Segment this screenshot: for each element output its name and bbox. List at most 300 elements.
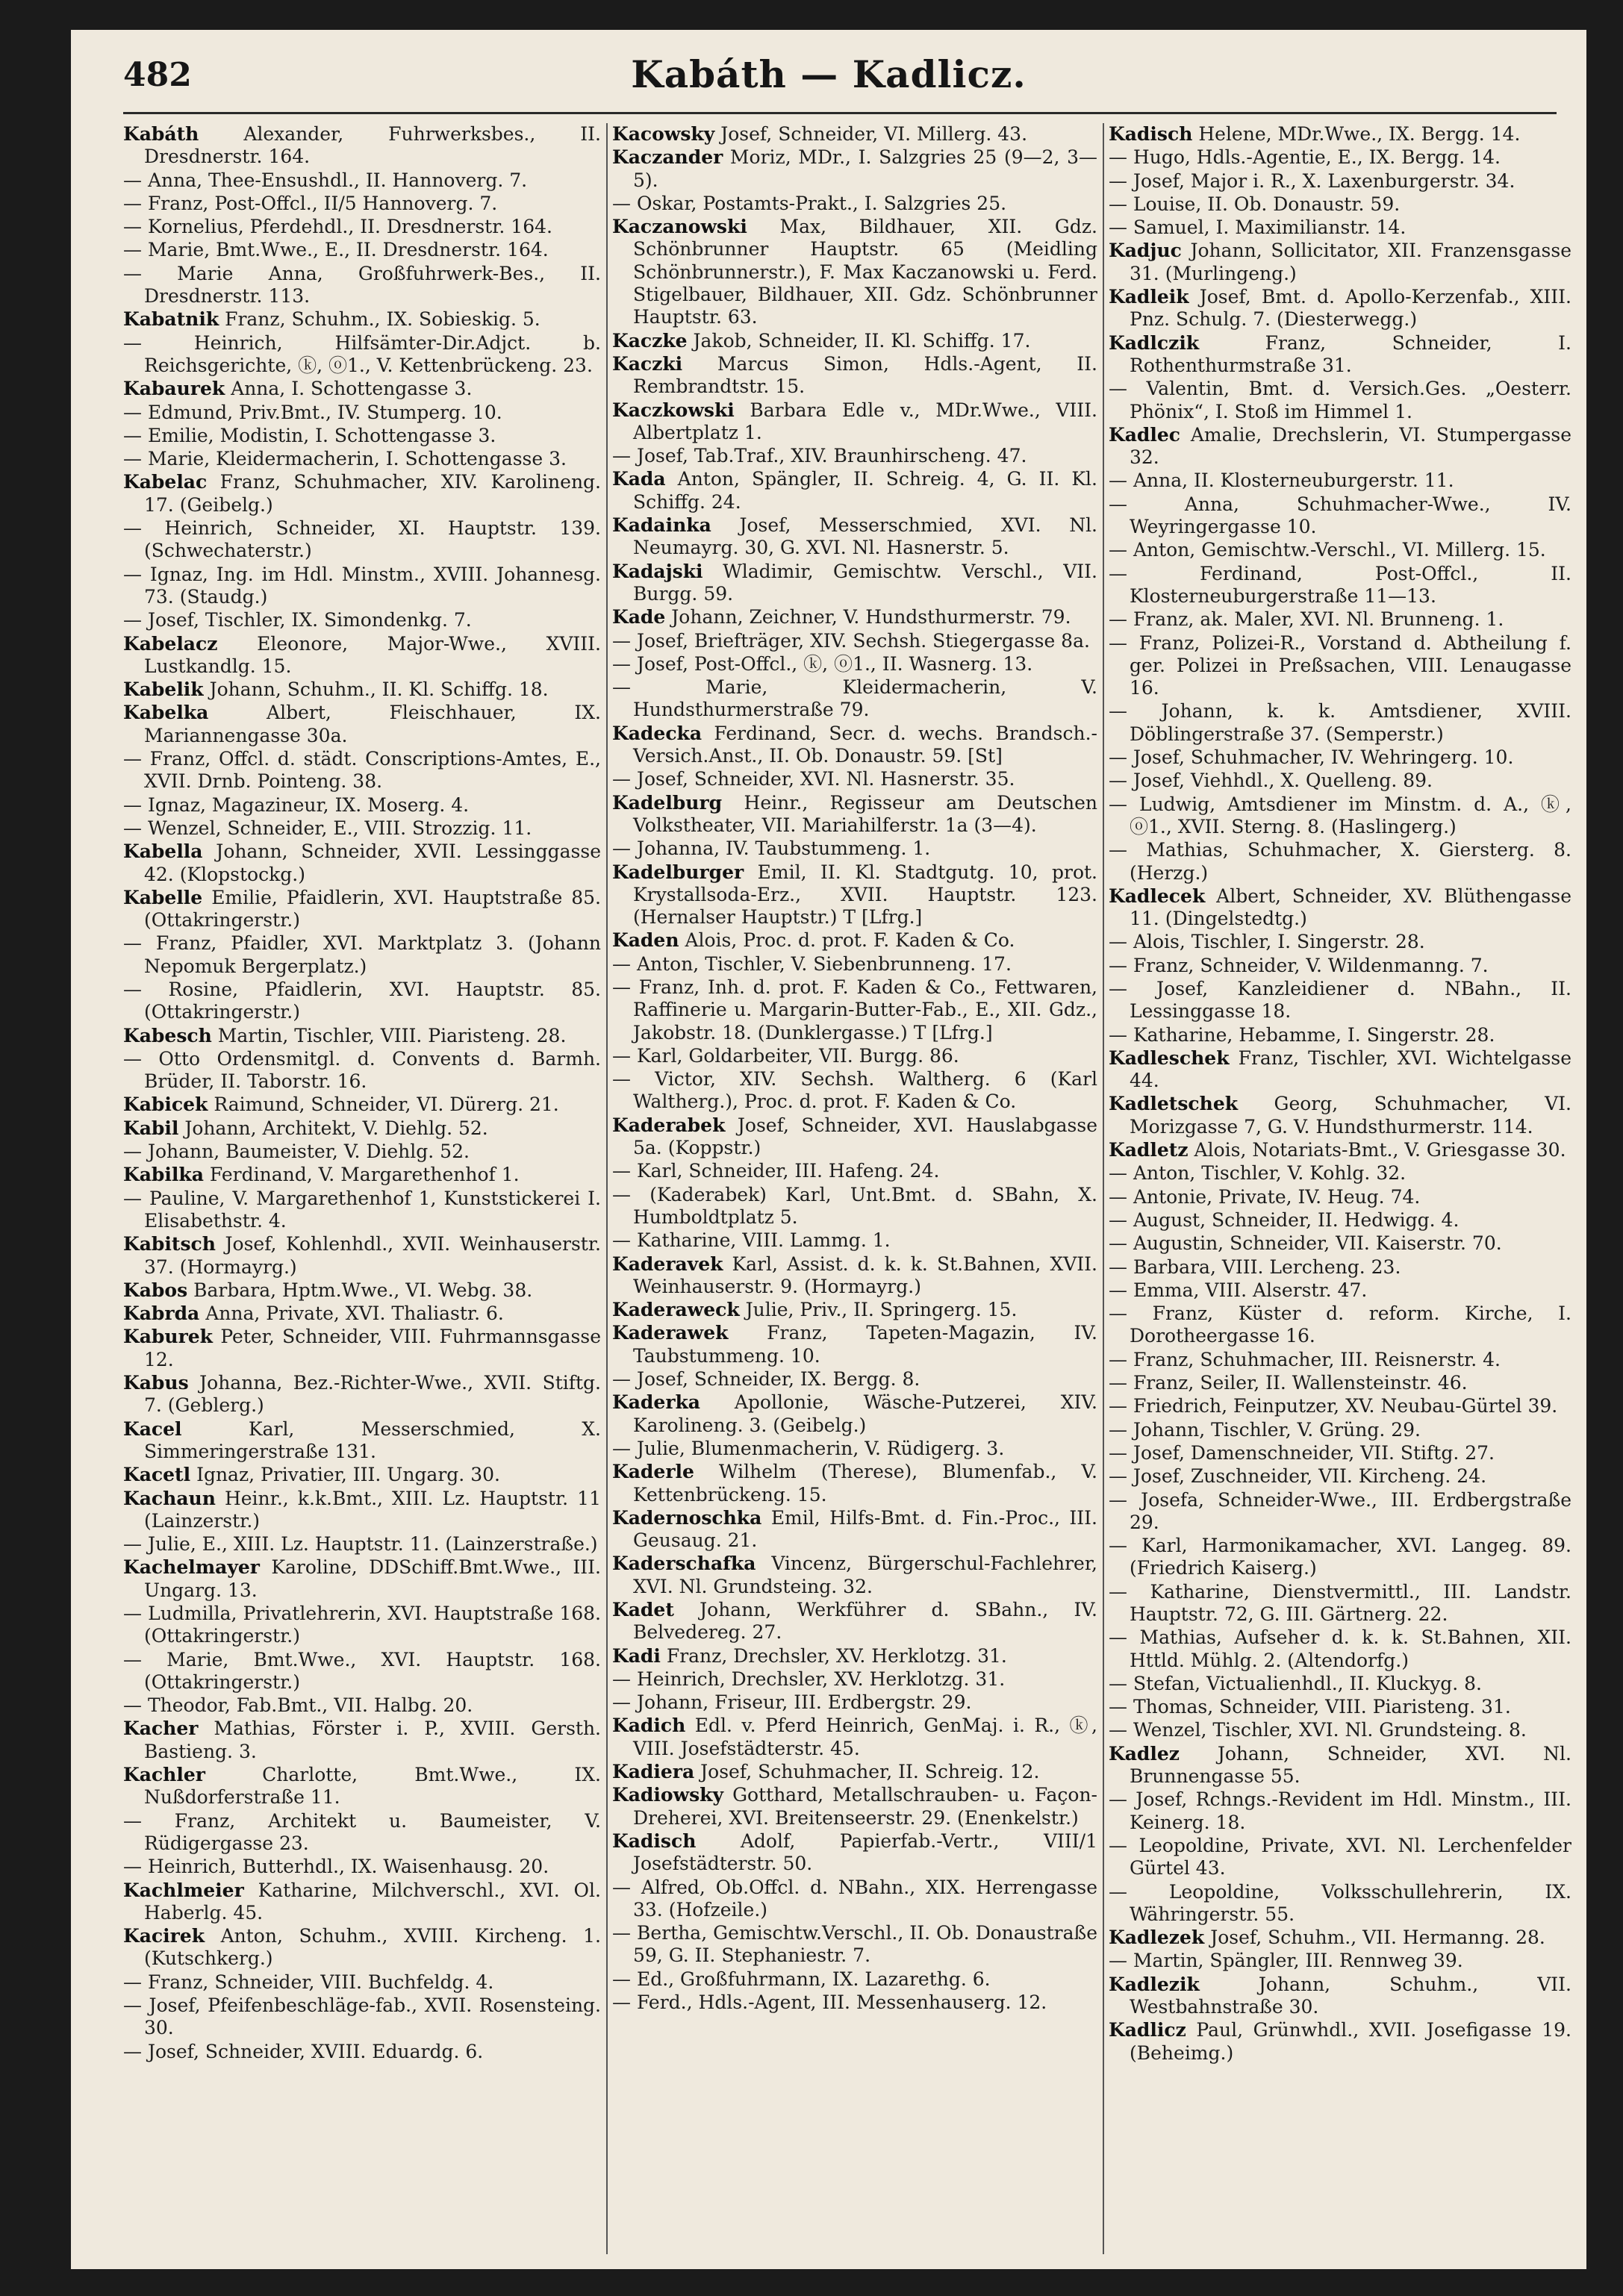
entry-details: — Heinrich, Hilfsämter-Dir.Adjct. b. Reichsgerichte, ⓚ, ⓞ1., V. Kettenbrückeng. 23. [123, 331, 601, 376]
entry-surname: Kabitsch [123, 1233, 216, 1255]
entry-details: Franz, Tischler, XVI. Wichtelgasse 44. [1130, 1046, 1571, 1092]
entry-details: — Franz, Polizei-R., Vorstand d. Abtheilung f. ger. Polizei in Preßsachen, VIII. Lenaugasse 16. [1109, 631, 1571, 699]
directory-entry [123, 517, 601, 563]
entry-details: — Josef, Major i. R., X. Laxenburgerstr. 34. [1109, 169, 1515, 192]
entry-surname: Kadernoschka [612, 1506, 762, 1529]
directory-entry [123, 425, 601, 447]
entry-details: Jakob, Schneider, II. Kl. Schiffg. 17. [693, 329, 1031, 352]
entry-surname: Kade [612, 606, 666, 628]
entry-surname: Kadletschek [1109, 1093, 1239, 1115]
entry-details: Charlotte, Bmt.Wwe., IX. Nußdorferstraße 11. [144, 1764, 601, 1809]
directory-entry [1109, 1696, 1571, 1718]
directory-entry [1109, 978, 1571, 1023]
directory-entry [1109, 1974, 1571, 2019]
directory-entry [123, 609, 601, 631]
entry-surname: Kachlmeier [123, 1879, 244, 1901]
directory-entry [612, 1877, 1097, 1922]
directory-entry [612, 1322, 1097, 1367]
directory-entry [1109, 378, 1571, 423]
entry-details: — Marie Anna, Großfuhrwerk-Bes., II. Dresdnerstr. 113. [123, 262, 601, 308]
entry-details: — Josef, Tischler, IX. Simondenkg. 7. [123, 609, 472, 631]
directory-entry [1109, 1232, 1571, 1255]
directory-entry [612, 1299, 1097, 1321]
directory-entry [612, 1045, 1097, 1067]
directory-entry [612, 792, 1097, 837]
directory-entry [612, 330, 1097, 352]
entry-surname: Kadleschek [1109, 1046, 1230, 1069]
directory-entry [123, 1488, 601, 1533]
directory-entry [123, 1603, 601, 1648]
entry-details: Emil, Hilfs-Bmt. d. Fin.-Proc., III. Geusaug. 21. [633, 1506, 1097, 1552]
directory-entry [1109, 746, 1571, 769]
directory-entry [1109, 1419, 1571, 1441]
directory-entry [1109, 1303, 1571, 1348]
entry-surname: Kadlec [1109, 423, 1181, 446]
entry-surname: Kabelac [123, 471, 208, 493]
directory-entry [123, 216, 601, 238]
directory-entry [1109, 1349, 1571, 1371]
entry-details: — Katharine, VIII. Lammg. 1. [612, 1229, 891, 1252]
entry-details: — (Kaderabek) Karl, Unt.Bmt. d. SBahn, X. Humboldtplatz 5. [612, 1183, 1097, 1228]
entry-details: — Stefan, Victualienhdl., II. Kluckyg. 8. [1109, 1672, 1482, 1694]
entry-surname: Kadleik [1109, 286, 1189, 308]
directory-entry [123, 1718, 601, 1763]
entry-surname: Kadlezek [1109, 1927, 1205, 1949]
directory-entry [612, 123, 1097, 146]
entry-surname: Kaderle [612, 1461, 694, 1483]
entry-details: Georg, Schuhmacher, VI. Morizgasse 7, G. V. Hundsthurmerstr. 114. [1130, 1093, 1571, 1138]
entry-details: — Anton, Tischler, V. Kohlg. 32. [1109, 1162, 1407, 1185]
directory-entry [1109, 1835, 1571, 1880]
entry-surname: Kadelburg [612, 791, 723, 814]
directory-entry [1109, 1256, 1571, 1279]
directory-entry [612, 1114, 1097, 1160]
entry-details: Franz, Schuhm., IX. Sobieskig. 5. [225, 308, 541, 331]
directory-entry [612, 953, 1097, 976]
entry-details: — Heinrich, Schneider, XI. Hauptstr. 139. (Schwechaterstr.) [123, 517, 601, 562]
entry-surname: Kabil [123, 1117, 179, 1139]
directory-entry [1109, 700, 1571, 746]
directory-entry [612, 193, 1097, 215]
entry-details: Johann, Schneider, XVI. Nl. Brunnengasse 55. [1130, 1742, 1571, 1788]
entry-details: — Ludwig, Amtsdiener im Minstm. d. A., ⓚ, ⓞ1., XVII. Sterng. 8. (Haslingerg.) [1109, 793, 1571, 837]
entry-surname: Kabatnik [123, 308, 219, 331]
directory-entry [1109, 1535, 1571, 1580]
directory-entry [1109, 240, 1571, 285]
entry-surname: Kaczanowski [612, 216, 747, 238]
entry-details: Apollonie, Wäsche-Putzerei, XIV. Karolineng. 3. (Geibelg.) [633, 1391, 1097, 1436]
directory-entry [612, 1784, 1097, 1829]
directory-entry [1109, 1162, 1571, 1185]
directory-entry [123, 1279, 601, 1302]
entry-details: Wladimir, Gemischtw. Verschl., VII. Burgg. 59. [633, 560, 1097, 605]
entry-surname: Kaderavek [612, 1252, 723, 1275]
directory-entry [1109, 1024, 1571, 1046]
entry-details: — Johanna, IV. Taubstummeng. 1. [612, 837, 931, 860]
directory-entry [1109, 493, 1571, 539]
directory-entry [123, 633, 601, 678]
entry-details: Alexander, Fuhrwerksbes., II. Dresdnerstr. 164. [144, 123, 601, 168]
directory-entry [123, 678, 601, 701]
directory-entry [123, 794, 601, 817]
entry-details: Franz, Tapeten-Magazin, IV. Taubstummeng. 10. [633, 1322, 1097, 1367]
entry-surname: Kaczki [612, 352, 683, 375]
entry-surname: Kachaun [123, 1487, 216, 1509]
entry-surname: Kaderawek [612, 1322, 729, 1344]
directory-entry [123, 448, 601, 470]
entry-details: Alois, Proc. d. prot. F. Kaden & Co. [685, 929, 1015, 952]
entry-details: — Josef, Viehhdl., X. Quelleng. 89. [1109, 770, 1433, 792]
entry-details: — Franz, Schneider, V. Wildenmanng. 7. [1109, 954, 1489, 976]
entry-details: Josef, Kohlenhdl., XVII. Weinhauserstr. 37. (Hormayrg.) [144, 1233, 601, 1278]
directory-entry [1109, 123, 1571, 146]
entry-details: — Emilie, Modistin, I. Schottengasse 3. [123, 424, 496, 446]
entry-details: Albert, Fleischhauer, IX. Mariannengasse 30a. [144, 702, 601, 746]
entry-surname: Kadlezik [1109, 1973, 1200, 1995]
entry-details: — Franz, Post-Offcl., II/5 Hannoverg. 7. [123, 192, 498, 214]
directory-entry [123, 817, 601, 840]
entry-details: — Anna, Schuhmacher-Wwe., IV. Weyringergasse 10. [1109, 493, 1571, 538]
directory-entry [123, 308, 601, 331]
entry-surname: Kadjuc [1109, 240, 1182, 262]
entry-details: — Valentin, Bmt. d. Versich.Ges. „Oesterr. Phönix“, I. Stoß im Himmel 1. [1109, 378, 1571, 422]
entry-details: — Anton, Gemischtw.-Verschl., VI. Millerg. 15. [1109, 539, 1546, 561]
directory-entry [1109, 1209, 1571, 1232]
entry-surname: Kadi [612, 1644, 661, 1667]
header-rule [123, 112, 1557, 114]
entry-details: Josef, Schuhmacher, II. Schreig. 12. [700, 1761, 1040, 1783]
entry-surname: Kacel [123, 1417, 182, 1440]
entry-details: — Pauline, V. Margarethenhof 1, Kunststickerei I. Elisabethstr. 4. [123, 1187, 601, 1232]
directory-entry [123, 1694, 601, 1717]
entry-surname: Kadlez [1109, 1742, 1180, 1765]
entry-details: Josef, Schneider, VI. Millerg. 43. [720, 123, 1028, 145]
directory-entry [612, 1715, 1097, 1760]
directory-entry [612, 1830, 1097, 1876]
directory-entry [1109, 632, 1571, 700]
directory-entry [123, 564, 601, 609]
directory-entry [612, 1761, 1097, 1783]
column-right [1109, 123, 1571, 2254]
directory-entry [123, 1025, 601, 1047]
directory-entry [1109, 1186, 1571, 1208]
directory-entry [612, 1645, 1097, 1668]
entry-details: — Marie, Bmt.Wwe., XVI. Hauptstr. 168. (Ottakringerstr.) [123, 1648, 601, 1693]
entry-details: Katharine, Milchverschl., XVI. Ol. Haberlg. 45. [144, 1879, 601, 1924]
entry-details: — Karl, Harmonikamacher, XVI. Langeg. 89. (Friedrich Kaiserg.) [1109, 1535, 1571, 1579]
entry-details: Heinr., Regisseur am Deutschen Volkstheater, VII. Mariahilferstr. 1a (3—4). [633, 791, 1097, 836]
entry-details: — Franz, Schuhmacher, III. Reisnerstr. 4. [1109, 1348, 1501, 1370]
directory-entry [612, 929, 1097, 952]
directory-entry [123, 1971, 601, 1994]
directory-entry [612, 1229, 1097, 1252]
directory-entry [1109, 1279, 1571, 1302]
directory-entry [612, 1599, 1097, 1644]
entry-details: — Hugo, Hdls.-Agentie, E., IX. Bergg. 14. [1109, 146, 1501, 169]
entry-details: Marcus Simon, Hdls.-Agent, II. Rembrandtstr. 15. [633, 352, 1097, 398]
entry-details: — Marie, Kleidermacherin, I. Schottengasse 3. [123, 448, 567, 470]
entry-details: Barbara, Hptm.Wwe., VI. Webg. 38. [193, 1279, 533, 1301]
entry-details: — Leopoldine, Private, XVI. Nl. Lerchenfelder Gürtel 43. [1109, 1834, 1571, 1879]
entry-details: — Ferd., Hdls.-Agent, III. Messenhauserg. 12. [612, 1991, 1047, 2014]
entry-details: — Anton, Tischler, V. Siebenbrunneng. 17. [612, 952, 1012, 975]
entry-details: — Josef, Tab.Traf., XIV. Braunhirscheng. 47. [612, 445, 1027, 467]
directory-entry [123, 1233, 601, 1279]
directory-entry [1109, 1465, 1571, 1488]
entry-details: Eleonore, Major-Wwe., XVIII. Lustkandlg. 15. [144, 632, 601, 677]
directory-entry [612, 1553, 1097, 1598]
entry-surname: Kadisch [612, 1829, 697, 1852]
entry-details: Franz, Drechsler, XV. Herklotzg. 31. [666, 1644, 1007, 1667]
directory-entry [612, 1507, 1097, 1553]
directory-entry [1109, 1673, 1571, 1695]
entry-details: Anna, Private, XVI. Thaliastr. 6. [205, 1303, 504, 1325]
directory-entry [123, 263, 601, 308]
directory-entry [1109, 1093, 1571, 1138]
directory-entry [1109, 2019, 1571, 2065]
entry-details: — Kornelius, Pferdehdl., II. Dresdnerstr. 164. [123, 216, 552, 238]
entry-surname: Kacher [123, 1718, 199, 1740]
directory-entry [1109, 286, 1571, 331]
entry-details: Franz, Schuhmacher, XIV. Karolineng. 17. (Geibelg.) [144, 471, 601, 516]
entry-details: Josef, Messerschmied, XVI. Nl. Neumayrg. 30, G. XVI. Nl. Hasnerstr. 5. [633, 514, 1097, 559]
entry-surname: Kadisch [1109, 123, 1193, 145]
directory-page [71, 30, 1586, 2269]
directory-entry [612, 837, 1097, 860]
entry-details: — Franz, Küster d. reform. Kirche, I. Dorotheergasse 16. [1109, 1303, 1571, 1347]
entry-details: — Josef, Schneider, XVI. Nl. Hasnerstr. 35. [612, 768, 1015, 790]
entry-surname: Kaczke [612, 329, 688, 352]
entry-details: Amalie, Drechslerin, VI. Stumpergasse 32. [1130, 423, 1571, 469]
entry-details: — Marie, Bmt.Wwe., E., II. Dresdnerstr. 164. [123, 239, 549, 261]
directory-entry [123, 1464, 601, 1486]
entry-details: — Heinrich, Butterhdl., IX. Waisenhausg. 20. [123, 1856, 549, 1878]
entry-details: Alois, Notariats-Bmt., V. Griesgasse 30. [1194, 1139, 1566, 1161]
directory-entry [123, 1856, 601, 1878]
column-left [123, 123, 601, 2254]
entry-surname: Kabilka [123, 1164, 204, 1186]
directory-entry [1109, 146, 1571, 169]
entry-details: — Mathias, Schuhmacher, X. Giersterg. 8. (Herzg.) [1109, 839, 1571, 884]
directory-entry [612, 1068, 1097, 1114]
directory-entry [612, 353, 1097, 399]
entry-details: — Rosine, Pfaidlerin, XVI. Hauptstr. 85. (Ottakringerstr.) [123, 978, 601, 1023]
directory-entry [123, 840, 601, 886]
entry-details: Josef, Bmt. d. Apollo-Kerzenfab., XIII. Pnz. Schulg. 7. (Diesterwegg.) [1130, 286, 1571, 331]
entry-details: Emil, II. Kl. Stadtgutg. 10, prot. Krystallsoda-Erz., XVII. Hauptstr. 123. (Hernalser Hauptstr.) T [Lfrg.] [633, 861, 1097, 929]
directory-entry [612, 1368, 1097, 1391]
entry-details: Moriz, MDr., I. Salzgries 25 (9—2, 3—5). [633, 146, 1097, 191]
directory-entry [612, 1160, 1097, 1182]
entry-surname: Kaderaweck [612, 1299, 740, 1321]
directory-entry [1109, 1139, 1571, 1161]
entry-details: — Martin, Spängler, III. Rennweg 39. [1109, 1950, 1463, 1972]
entry-surname: Kada [612, 468, 666, 490]
entry-surname: Kadiowsky [612, 1784, 724, 1806]
entry-details: — Josef, Post-Offcl., ⓚ, ⓞ1., II. Wasnerg. 13. [612, 652, 1033, 675]
directory-entry [1109, 1047, 1571, 1093]
entry-details: — Julie, E., XIII. Lz. Hauptstr. 11. (Lainzerstraße.) [123, 1533, 598, 1556]
entry-details: Julie, Priv., II. Springerg. 15. [745, 1299, 1018, 1321]
entry-surname: Kaden [612, 929, 679, 952]
directory-entry [1109, 1927, 1571, 1949]
directory-entry [1109, 885, 1571, 931]
entry-details: Helene, MDr.Wwe., IX. Bergg. 14. [1198, 123, 1521, 145]
running-head: Kabáth — Kadlicz. [631, 52, 1027, 96]
entry-details: — Anna, II. Klosterneuburgerstr. 11. [1109, 470, 1454, 492]
entry-surname: Kadlicz [1109, 2019, 1186, 2041]
directory-entry [123, 1048, 601, 1094]
entry-details: Ferdinand, Secr. d. wechs. Brandsch.-Versich.Anst., II. Ob. Donaustr. 59. [St] [633, 722, 1097, 767]
entry-details: — Josef, Rchngs.-Revident im Hdl. Minstm., III. Keinerg. 18. [1109, 1788, 1571, 1833]
entry-details: Johann, Schneider, XVII. Lessinggasse 42. (Klopstockg.) [144, 840, 601, 885]
directory-entry [1109, 424, 1571, 470]
entry-details: — Friedrich, Feinputzer, XV. Neubau-Gürtel 39. [1109, 1395, 1558, 1417]
directory-entry [123, 2041, 601, 2063]
entry-details: — Josef, Briefträger, XIV. Sechsh. Stiegergasse 8a. [612, 629, 1090, 652]
entry-surname: Kaderabek [612, 1114, 726, 1136]
directory-entry [123, 123, 601, 169]
entry-details: — Alois, Tischler, I. Singerstr. 28. [1109, 931, 1425, 953]
entry-surname: Kadich [612, 1715, 686, 1737]
entry-surname: Kabelle [123, 886, 203, 908]
entry-details: Barbara Edle v., MDr.Wwe., VIII. Albertplatz 1. [633, 399, 1097, 443]
entry-surname: Kachelmayer [123, 1556, 260, 1579]
entry-details: — Augustin, Schneider, VII. Kaiserstr. 70. [1109, 1232, 1502, 1255]
directory-entry [612, 1184, 1097, 1229]
entry-details: — Ignaz, Magazineur, IX. Moserg. 4. [123, 793, 470, 816]
directory-entry [612, 1991, 1097, 2014]
column-divider [606, 123, 608, 2254]
entry-surname: Kaderka [612, 1391, 701, 1414]
entry-surname: Kadiera [612, 1761, 695, 1783]
entry-details: Emilie, Pfaidlerin, XVI. Hauptstraße 85. (Ottakringerstr.) [144, 886, 601, 932]
directory-entry [612, 723, 1097, 768]
directory-entry [1109, 1395, 1571, 1417]
entry-details: — Katharine, Dienstvermittl., III. Landstr. Hauptstr. 72, G. III. Gärtnerg. 22. [1109, 1580, 1571, 1625]
entry-surname: Kaderschafka [612, 1553, 756, 1575]
directory-entry [612, 216, 1097, 328]
entry-details: Max, Bildhauer, XII. Gdz. Schönbrunner Hauptstr. 65 (Meidling Schönbrunnerstr.), F. Max Kaczanowski u. Ferd. Stigelbauer, Bildhauer, XII. Gdz. Schönbrunner Hauptstr. 63. [633, 216, 1097, 328]
directory-entry [123, 239, 601, 261]
entry-surname: Kadlecek [1109, 885, 1206, 907]
directory-entry [123, 378, 601, 400]
directory-entry [1109, 1788, 1571, 1834]
entry-surname: Kabos [123, 1279, 188, 1301]
directory-entry [1109, 193, 1571, 216]
directory-entry [1109, 1950, 1571, 1972]
entry-surname: Kabus [123, 1372, 189, 1394]
entry-details: — Edmund, Priv.Bmt., IV. Stumperg. 10. [123, 401, 502, 423]
entry-details: — Karl, Goldarbeiter, VII. Burgg. 86. [612, 1044, 959, 1067]
entry-details: — Josefa, Schneider-Wwe., III. Erdbergstraße 29. [1109, 1488, 1571, 1533]
directory-entry [123, 1810, 601, 1856]
entry-details: — Johann, Friseur, III. Erdbergstr. 29. [612, 1691, 972, 1714]
column-divider [1103, 123, 1104, 2254]
directory-entry [123, 702, 601, 747]
directory-entry [612, 976, 1097, 1044]
entry-details: — Ludmilla, Privatlehrerin, XVI. Hauptstraße 168. (Ottakringerstr.) [123, 1603, 601, 1647]
entry-details: — Josef, Kanzleidiener d. NBahn., II. Lessinggasse 18. [1109, 977, 1571, 1023]
entry-details: Peter, Schneider, VIII. Fuhrmannsgasse 12. [144, 1326, 601, 1370]
entry-details: — Theodor, Fab.Bmt., VII. Halbg. 20. [123, 1694, 473, 1717]
entry-details: — Bertha, Gemischtw.Verschl., II. Ob. Donaustraße 59, G. II. Stephaniestr. 7. [612, 1922, 1097, 1967]
directory-entry [1109, 539, 1571, 561]
directory-entry [123, 402, 601, 424]
entry-details: — Wenzel, Tischler, XVI. Nl. Grundsteing. 8. [1109, 1719, 1527, 1741]
entry-details: — Oskar, Postamts-Prakt., I. Salzgries 25. [612, 192, 1007, 214]
directory-entry [123, 1141, 601, 1163]
entry-details: — Thomas, Schneider, VIII. Piaristeng. 31. [1109, 1696, 1511, 1718]
directory-entry [123, 1326, 601, 1371]
directory-entry [612, 468, 1097, 514]
entry-details: Mathias, Förster i. P., XVIII. Gersth. Bastieng. 3. [144, 1718, 601, 1762]
entry-surname: Kadlczik [1109, 331, 1200, 354]
directory-entry [1109, 1372, 1571, 1394]
entry-details: Anton, Schuhm., XVIII. Kircheng. 1. (Kutschkerg.) [144, 1925, 601, 1970]
directory-entry [123, 1418, 601, 1464]
directory-entry [612, 653, 1097, 676]
entry-details: — Louise, II. Ob. Donaustr. 59. [1109, 193, 1401, 215]
entry-details: Josef, Schneider, XVI. Hauslabgasse 5a. (Koppstr.) [633, 1114, 1097, 1159]
directory-entry [1109, 1743, 1571, 1788]
directory-entry [1109, 563, 1571, 608]
entry-details: Johann, Schuhm., VII. Westbahnstraße 30. [1130, 1973, 1571, 2018]
directory-entry [1109, 1626, 1571, 1672]
entry-details: Adolf, Papierfab.-Vertr., VIII/1 Josefstädterstr. 50. [633, 1829, 1097, 1875]
entry-details: — Julie, Blumenmacherin, V. Rüdigerg. 3. [612, 1437, 1005, 1459]
directory-entry [612, 1438, 1097, 1460]
entry-details: — Karl, Schneider, III. Hafeng. 24. [612, 1160, 940, 1182]
entry-details: — Ed., Großfuhrmann, IX. Lazarethg. 6. [612, 1968, 991, 1990]
directory-entry [1109, 770, 1571, 792]
directory-entry [612, 606, 1097, 628]
entry-surname: Kabicek [123, 1094, 208, 1116]
entry-details: — Otto Ordensmitgl. d. Convents d. Barmh. Brüder, II. Taborstr. 16. [123, 1047, 601, 1093]
directory-entry [612, 445, 1097, 467]
directory-entry [612, 768, 1097, 790]
directory-entry [123, 1533, 601, 1556]
directory-entry [123, 169, 601, 192]
entry-surname: Kacowsky [612, 123, 715, 145]
directory-entry [123, 1925, 601, 1971]
directory-entry [123, 1372, 601, 1417]
directory-entry [123, 887, 601, 932]
entry-details: Paul, Grünwhdl., XVII. Josefigasse 19. (Beheimg.) [1130, 2019, 1571, 2064]
column-middle [612, 123, 1097, 2254]
directory-entry [612, 676, 1097, 722]
directory-entry [612, 1461, 1097, 1506]
entry-surname: Kabelka [123, 702, 209, 724]
directory-entry [123, 1649, 601, 1694]
entry-surname: Kabrda [123, 1303, 200, 1325]
directory-entry [1109, 955, 1571, 977]
entry-details: — Josef, Zuschneider, VII. Kircheng. 24. [1109, 1465, 1487, 1488]
directory-entry [123, 1303, 601, 1325]
entry-surname: Kaczander [612, 146, 723, 169]
entry-details: — Ignaz, Ing. im Hdl. Minstm., XVIII. Johannesg. 73. (Staudg.) [123, 563, 601, 608]
entry-details: — Franz, Pfaidler, XVI. Marktplatz 3. (Johann Nepomuk Bergerplatz.) [123, 932, 601, 977]
entry-details: — Marie, Kleidermacherin, V. Hundsthurmerstraße 79. [612, 676, 1097, 721]
entry-details: — Barbara, VIII. Lercheng. 23. [1109, 1255, 1401, 1278]
directory-entry [612, 1668, 1097, 1691]
page-number: 482 [123, 56, 192, 94]
directory-entry [612, 630, 1097, 652]
directory-entry [612, 1253, 1097, 1299]
directory-entry [123, 1994, 601, 2040]
entry-details: Karl, Messerschmied, X. Simmeringerstraße 131. [144, 1417, 601, 1462]
entry-details: — Katharine, Hebamme, I. Singerstr. 28. [1109, 1023, 1495, 1046]
